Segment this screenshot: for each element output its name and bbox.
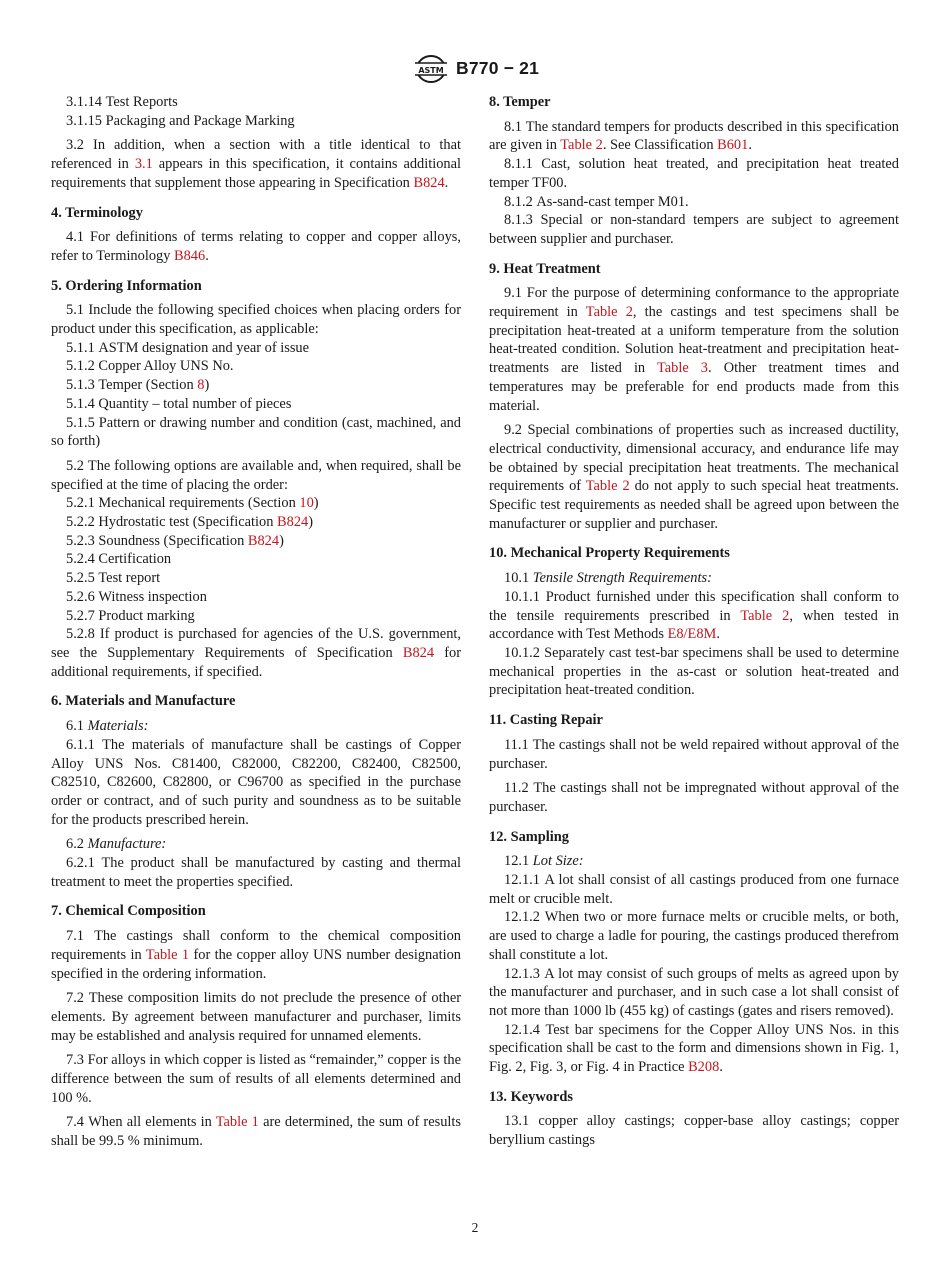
text-run: do not apply to such special heat treatments. Specific test requirements as needed shall be agreed upon between the manufacturer or supplier and purchaser. (489, 478, 900, 532)
paragraph (51, 927, 461, 983)
reference-link[interactable]: Table 2 (585, 304, 633, 321)
text-run: Witness inspection (98, 588, 207, 605)
paragraph (489, 211, 899, 248)
reference-link[interactable]: B208 (688, 1059, 720, 1076)
text-run: Special or non-standard tempers are subject to agreement between supplier and purchaser. (489, 212, 899, 247)
italic-text: Materials: (87, 718, 149, 735)
text-run: Include the following specified choices when placing orders for product under this specification, as applicable: (51, 302, 461, 338)
paragraph (51, 414, 461, 451)
page-number: 2 (471, 1220, 479, 1235)
paragraph-number: 4.1 (66, 229, 84, 246)
paragraph-number: 8.1.1 (504, 156, 533, 173)
text-run: for the copper alloy UNS number designation specified in the ordering information. (51, 946, 461, 982)
paragraph-number: 7.1 (66, 928, 84, 945)
text-run: For definitions of terms relating to copper and copper alloys, refer to Terminology (51, 229, 461, 264)
paragraph (51, 494, 461, 513)
text-run: A lot shall consist of all castings produced from one furnace melt or crucible melt. (489, 872, 899, 907)
text-run: are determined, the sum of results shall be 99.5 % minimum. (51, 1114, 462, 1150)
reference-link[interactable]: Table 1 (215, 1114, 259, 1131)
text-run: ) (279, 532, 284, 549)
reference-link[interactable]: Table 3 (656, 360, 709, 377)
paragraph-number: 7.2 (66, 990, 84, 1007)
paragraph (51, 1113, 461, 1150)
reference-link[interactable]: Table 1 (145, 946, 190, 963)
section-heading: 11. Casting Repair (489, 712, 603, 729)
paragraph (51, 93, 461, 112)
text-run: For the purpose of determining conformance to the appropriate requirement in (489, 285, 899, 321)
reference-link[interactable]: 8 (197, 377, 205, 394)
text-run: . (719, 1059, 723, 1076)
text-run: Temper (Section (98, 377, 198, 394)
reference-link[interactable]: B824 (247, 532, 280, 549)
paragraph (51, 569, 461, 588)
paragraph (51, 112, 461, 131)
text-run: Hydrostatic test (Specification (98, 514, 278, 531)
section-heading: 10. Mechanical Property Requirements (489, 545, 730, 562)
paragraph (51, 550, 461, 569)
section-heading: 6. Materials and Manufacture (51, 693, 236, 710)
paragraph-number: 12.1.3 (504, 965, 540, 982)
paragraph-number: 3.1.14 (66, 94, 102, 110)
text-run: Test bar specimens for the Copper Alloy UNS Nos. in this specification shall be cast to the form and dimensions shown in Fig. 1, Fig. 2, Fig. 3, or Fig. 4 in Practice (489, 1021, 899, 1076)
section-heading: 5. Ordering Information (51, 277, 202, 294)
paragraph (489, 588, 899, 644)
text-run: , the castings and test specimens shall be precipitation heat-treated at a uniform temperature from the solution heat-treated condition. Solution heat-treatment and precipitation heat-treatments are listed in (489, 304, 899, 377)
paragraph (51, 1051, 461, 1107)
reference-link[interactable]: B824 (277, 514, 309, 531)
paragraph-number: 6.1 (66, 718, 84, 735)
text-run: The castings shall conform to the chemical composition requirements in (51, 928, 461, 963)
page-header (0, 54, 950, 84)
paragraph (489, 421, 899, 533)
paragraph (51, 854, 461, 891)
paragraph-number: 8.1.2 (504, 193, 533, 210)
text-run: Quantity – total number of pieces (98, 395, 292, 412)
paragraph (51, 136, 461, 192)
paragraph-number: 12.1.1 (504, 872, 540, 889)
text-run: As-sand-cast temper M01. (536, 193, 689, 210)
text-run: Test report (98, 570, 161, 587)
section-heading: 13. Keywords (489, 1088, 573, 1105)
section-heading: 7. Chemical Composition (51, 903, 206, 920)
paragraph (489, 569, 899, 588)
paragraph (489, 908, 899, 964)
paragraph-number: 3.2 (66, 137, 84, 154)
paragraph-number: 5.2.3 (66, 532, 95, 549)
text-run: Pattern or drawing number and condition (cast, machined, and so forth) (51, 414, 461, 450)
paragraph-number: 11.2 (504, 780, 529, 797)
paragraph (51, 607, 461, 626)
text-run: Separately cast test-bar specimens shall be used to determine mechanical properties in the as-cast or solution heat-treated and precipitation heat-treated condition. (489, 644, 899, 699)
paragraph-number: 3.1.15 (66, 112, 102, 129)
section-heading: 8. Temper (489, 94, 551, 110)
section-heading: 12. Sampling (489, 828, 569, 845)
text-run: . (716, 626, 720, 643)
reference-link[interactable]: Table 2 (560, 137, 603, 154)
paragraph (51, 736, 461, 830)
paragraph (489, 284, 899, 415)
paragraph-number: 12.1.4 (504, 1021, 540, 1038)
text-run: ASTM designation and year of issue (98, 339, 310, 356)
text-run: Packaging and Package Marking (105, 112, 295, 129)
paragraph (489, 779, 899, 816)
italic-text: Tensile Strength Requirements: (532, 570, 712, 587)
italic-text: Lot Size: (532, 853, 584, 870)
paragraph (51, 301, 461, 338)
paragraph-number: 5.1.3 (66, 377, 95, 394)
reference-link[interactable]: B846 (174, 247, 206, 264)
paragraph-number: 7.3 (66, 1052, 84, 1069)
paragraph (51, 457, 461, 494)
paragraph (51, 376, 461, 395)
paragraph-number: 7.4 (66, 1114, 84, 1131)
paragraph-number: 9.1 (504, 285, 522, 302)
text-run: ) (204, 377, 210, 394)
text-run: Soundness (Specification (98, 532, 248, 549)
paragraph-number: 10.1 (504, 570, 530, 587)
text-run: Mechanical requirements (Section (98, 495, 300, 512)
paragraph (51, 395, 461, 414)
text-run: appears in this specification, it contains additional requirements that supplement those appearing in Specification (51, 156, 462, 191)
text-run: Special combinations of properties such as increased ductility, electrical conductivity, dimensional accuracy, and endurance life may be obtained by special precipitation heat treatments. The mechanical requirements of (489, 422, 899, 495)
paragraph-number: 10.1.1 (504, 588, 540, 605)
paragraph-number: 5.1.5 (66, 414, 95, 431)
svg-text:ASTM: ASTM (418, 66, 444, 75)
text-run: The materials of manufacture shall be castings of Copper Alloy UNS Nos. C81400, C82000, C82200, C82400, C82500, C82510, C82600, C82800, or C96700 as specified in the purchase order or contract, and of such purity and soundness as to be suitable for the products prescribed herein. (51, 736, 461, 828)
paragraph (489, 118, 899, 155)
text-run: . Other treatment times and temperatures may be preferable for end products made from this material. (489, 360, 900, 414)
left-column (51, 93, 461, 1151)
reference-link[interactable]: 3.1 (134, 156, 153, 173)
text-run: In addition, when a section with a title identical to that referenced in (51, 137, 461, 173)
text-run: Cast, solution heat treated, and precipitation heat treated temper TF00. (489, 156, 899, 191)
paragraph-number: 5.2.8 (66, 626, 95, 643)
reference-link[interactable]: 10 (299, 495, 314, 512)
paragraph-number: 11.1 (504, 736, 529, 753)
text-run: For alloys in which copper is listed as “remainder,” copper is the difference between the sum of results of all elements determined and 100 %. (51, 1052, 461, 1106)
text-run: Product marking (98, 607, 195, 624)
text-run: Copper Alloy UNS No. (98, 358, 234, 375)
text-run: . See Classification (602, 137, 718, 154)
paragraph (51, 588, 461, 607)
paragraph (51, 357, 461, 376)
text-run: Test Reports (105, 94, 178, 110)
text-run: The castings shall not be weld repaired without approval of the purchaser. (489, 736, 899, 772)
paragraph-number: 5.1.4 (66, 395, 95, 412)
paragraph (489, 871, 899, 908)
paragraph (51, 228, 461, 265)
paragraph-number: 5.2.1 (66, 495, 95, 512)
text-run: for additional requirements, if specified. (51, 644, 461, 680)
text-run: When all elements in (88, 1114, 216, 1131)
section-heading: 4. Terminology (51, 204, 143, 221)
paragraph-number: 8.1 (504, 118, 522, 135)
text-run: The castings shall not be impregnated without approval of the purchaser. (489, 780, 899, 815)
text-run: These composition limits do not preclude the presence of other elements. By agreement between manufacturer and purchaser, limits may be established and analysis required for unnamed elements. (51, 990, 461, 1044)
paragraph (489, 155, 899, 192)
paragraph-number: 5.2.5 (66, 570, 95, 587)
paragraph (489, 852, 899, 871)
text-run: Certification (98, 551, 172, 568)
reference-link[interactable]: B824 (413, 174, 445, 191)
paragraph-number: 5.1.1 (66, 339, 95, 356)
paragraph-number: 6.2 (66, 836, 84, 853)
document-designation: B770 − 21 (456, 58, 540, 78)
italic-text: Manufacture: (87, 836, 167, 853)
paragraph-number: 5.2.2 (66, 514, 95, 531)
paragraph-number: 9.2 (504, 422, 522, 439)
paragraph-number: 5.2 (66, 457, 84, 474)
paragraph (51, 989, 461, 1045)
text-run: copper alloy castings; copper-base alloy castings; copper beryllium castings (489, 1113, 899, 1149)
paragraph-number: 5.2.6 (66, 588, 95, 605)
paragraph-number: 13.1 (504, 1113, 530, 1130)
reference-link[interactable]: E8/E8M (667, 626, 717, 643)
paragraph (489, 1112, 899, 1149)
paragraph (51, 835, 461, 854)
paragraph (51, 532, 461, 551)
paragraph (489, 193, 899, 212)
paragraph (489, 1021, 899, 1077)
paragraph-number: 8.1.3 (504, 212, 533, 229)
paragraph-number: 5.2.4 (66, 551, 95, 568)
text-run: Product furnished under this specification shall conform to the tensile requirements prescribed in (489, 588, 899, 624)
text-run: , when tested in accordance with Test Methods (489, 607, 899, 643)
reference-link[interactable]: Table 2 (585, 478, 630, 495)
reference-link[interactable]: B824 (402, 644, 435, 661)
paragraph-number: 12.1.2 (504, 909, 540, 926)
paragraph (51, 625, 461, 681)
text-run: The product shall be manufactured by casting and thermal treatment to meet the properties specified. (51, 855, 461, 890)
paragraph-number: 12.1 (504, 853, 530, 870)
paragraph-number: 6.2.1 (66, 855, 95, 872)
paragraph-number: 6.1.1 (66, 736, 95, 753)
paragraph (51, 513, 461, 532)
text-run: When two or more furnace melts or crucible melts, or both, are used to charge a ladle for pouring, the castings produced therefrom shall constitute a lot. (489, 909, 899, 963)
text-run: . (444, 174, 449, 191)
text-run: . (748, 137, 752, 154)
paragraph (489, 736, 899, 773)
paragraph-number: 5.2.7 (66, 607, 95, 624)
paragraph (489, 644, 899, 700)
paragraph (51, 339, 461, 358)
text-run: The following options are available and, when required, shall be specified at the time of placing the order: (51, 457, 461, 493)
reference-link[interactable]: B601 (717, 137, 749, 154)
text-run: The standard tempers for products described in this specification are given in (489, 118, 899, 154)
text-run: . (205, 247, 209, 264)
section-heading: 9. Heat Treatment (489, 260, 601, 277)
right-column (489, 93, 899, 1150)
paragraph-number: 5.1 (66, 302, 84, 319)
text-run: If product is purchased for agencies of the U.S. government, see the Supplementary Requirements of Specification (51, 626, 461, 661)
paragraph-number: 5.1.2 (66, 358, 95, 375)
astm-logo-icon (413, 54, 449, 84)
text-run: A lot may consist of such groups of melts as agreed upon by the manufacturer and purchaser, and in such case a lot shall consist of not more than 1000 lb (455 kg) of castings (gates and risers removed). (489, 965, 900, 1019)
paragraph (51, 717, 461, 736)
text-run: ) (308, 514, 314, 531)
paragraph (489, 965, 899, 1021)
paragraph-number: 10.1.2 (504, 644, 540, 661)
text-run: ) (313, 495, 319, 512)
reference-link[interactable]: Table 2 (740, 607, 790, 624)
